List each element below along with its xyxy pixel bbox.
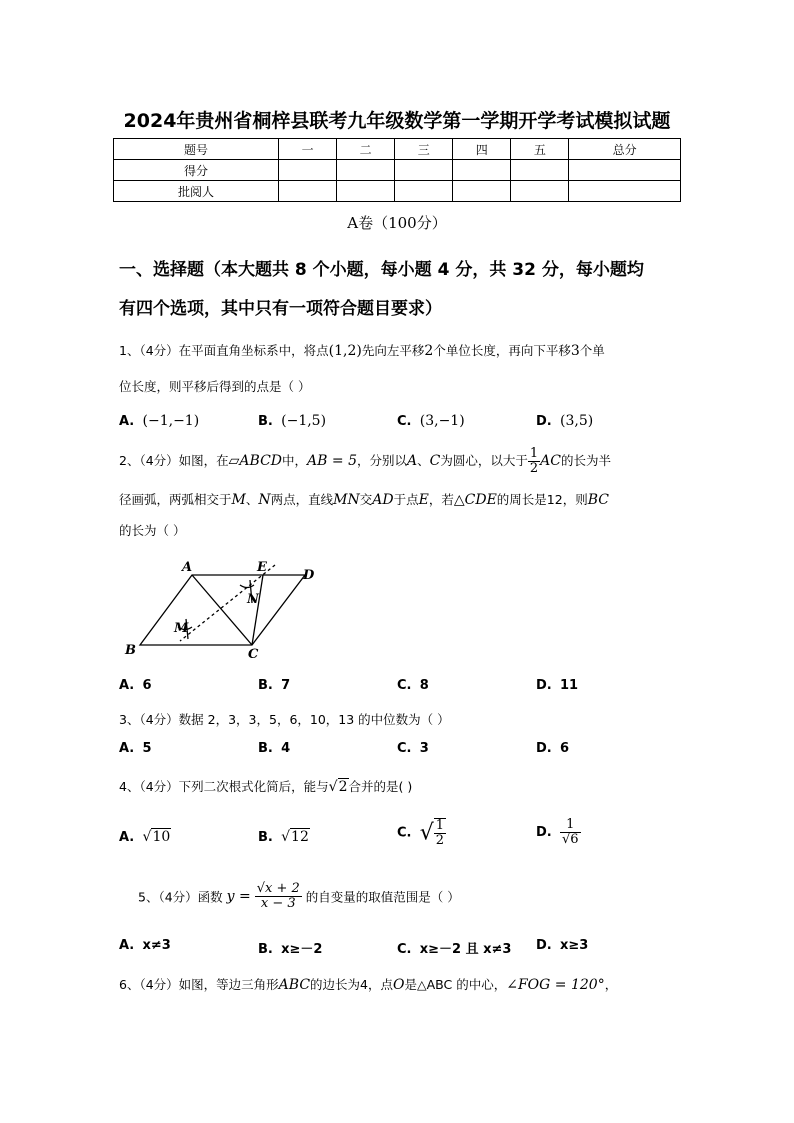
option-label: C. (397, 942, 412, 957)
arc-n (240, 585, 254, 588)
q2-math: M (231, 492, 246, 508)
option-label: A. (119, 741, 135, 756)
radicand: 2 (338, 779, 348, 795)
label-m: M (174, 621, 189, 636)
q5-y: y = (226, 888, 251, 905)
q6-math: O (393, 977, 405, 993)
option-label: A. (119, 414, 135, 429)
option-text: x≥3 (560, 938, 589, 953)
option-text: 6 (560, 741, 570, 756)
q2-text: 交 (359, 492, 373, 507)
option-label: B. (258, 830, 273, 845)
table-cell: 得分 (114, 160, 279, 181)
table-cell (569, 181, 681, 202)
q1-prefix: 1、（4分）在平面直角坐标系中，将点 (119, 343, 329, 358)
q2-math: ▱ABCD (228, 453, 283, 469)
score-table-row (114, 181, 681, 202)
q2-text: 为圆心，以大于 (440, 453, 528, 468)
q5-text: 5、（4分）函数 (138, 889, 223, 905)
q4-text: 4、（4分）下列二次根式化简后，能与 (119, 779, 329, 794)
option-label: D. (536, 678, 552, 693)
q2-text: 的长为半 (560, 453, 611, 468)
table-cell: 批阅人 (114, 181, 279, 202)
option-label: D. (536, 825, 552, 840)
option-text: 3 (419, 741, 429, 756)
q4-option-c[interactable] (397, 818, 446, 848)
q3-option-a[interactable] (119, 741, 152, 756)
q2-math: AB = 5 (307, 453, 357, 469)
half-fraction (434, 818, 446, 848)
score-table (113, 138, 681, 202)
option-text: 5 (142, 741, 152, 756)
label-n: N (247, 592, 259, 607)
radicand: 10 (152, 829, 171, 845)
option-text: (−1,5) (281, 413, 327, 429)
question-2-line1 (119, 447, 611, 476)
line-mn (180, 565, 275, 641)
table-cell: 三 (395, 139, 453, 160)
q1-middle: 先向左平移 (361, 343, 425, 358)
table-cell (395, 160, 453, 181)
table-cell (511, 181, 569, 202)
q1-n1: 2 (424, 343, 434, 359)
sqrt-12: √12 (281, 829, 309, 845)
q1-point: (1,2) (328, 343, 362, 359)
q2-math: A (407, 453, 418, 469)
parallelogram-figure (120, 555, 320, 665)
q4-text: 合并的是( ) (348, 779, 413, 794)
diagonal-ac (192, 575, 252, 645)
radicand: 12 (291, 829, 309, 845)
option-label: C. (397, 825, 412, 841)
q2-math: BC (587, 492, 609, 508)
option-label: C. (397, 414, 412, 429)
option-label: D. (536, 741, 552, 756)
option-label: A. (119, 678, 135, 693)
table-cell (395, 181, 453, 202)
q6-text: 是△ABC 的中心， (404, 977, 507, 992)
part-heading-line1: 一、选择题（本大题共 8 个小题，每小题 4 分，共 32 分，每小题均 (119, 260, 644, 280)
option-label: B. (258, 678, 273, 693)
section-title: A卷（100分） (347, 214, 447, 232)
q1-option-c[interactable] (397, 413, 465, 429)
label-b: B (125, 643, 136, 658)
fraction-denominator: x − 3 (260, 896, 296, 911)
q5-option-d[interactable] (536, 938, 588, 953)
option-label: B. (258, 414, 273, 429)
option-text: 4 (281, 741, 291, 756)
q3-option-d[interactable] (536, 741, 569, 756)
option-label: C. (397, 678, 412, 693)
table-cell (569, 160, 681, 181)
table-cell: 一 (279, 139, 337, 160)
option-text: 6 (142, 678, 152, 693)
sqrt-half: √ (419, 820, 434, 846)
q6-text: 6、（4分）如图，等边三角形 (119, 977, 279, 992)
q3-option-b[interactable] (258, 741, 290, 756)
fraction-numerator: 1 (560, 818, 581, 833)
q5-option-c[interactable] (397, 938, 511, 957)
label-a: A (182, 560, 193, 575)
label-c: C (248, 647, 259, 662)
question-1-line2: 位长度，则平移后得到的点是（ ） (119, 379, 311, 394)
q2-math: MN (333, 492, 360, 508)
score-table-header (114, 139, 681, 160)
q2-math: N (258, 492, 271, 508)
label-e: E (257, 560, 267, 575)
table-cell: 四 (453, 139, 511, 160)
question-2-line2 (119, 490, 609, 508)
option-text: (−1,−1) (142, 413, 200, 429)
one-over-sqrt6 (560, 818, 581, 847)
option-text: x≥－2 (281, 942, 323, 957)
q3-option-c[interactable] (397, 741, 429, 756)
sqrt-2: √2 (328, 779, 348, 795)
q2-math: E (418, 492, 429, 508)
q2-option-c[interactable] (397, 678, 429, 693)
q2-option-b[interactable] (258, 678, 290, 693)
table-cell (511, 160, 569, 181)
q1-option-b[interactable] (258, 413, 326, 429)
q2-option-a[interactable] (119, 678, 152, 693)
q6-math: ∠FOG = 120° (506, 977, 605, 993)
option-text: 8 (419, 678, 429, 693)
q2-text: 两点，直线 (270, 492, 334, 507)
q5-option-b[interactable] (258, 938, 322, 957)
q2-math: AD (372, 492, 394, 508)
option-text: x≥－2 且 x≠3 (419, 942, 512, 957)
question-6 (119, 975, 617, 993)
question-3: 3、（4分）数据 2，3，3，5，6，10，13 的中位数为（ ） (119, 712, 450, 727)
q5-option-a[interactable] (119, 938, 171, 953)
option-text: (3,−1) (419, 413, 465, 429)
q2-text: 、 (245, 492, 259, 507)
option-text: 7 (281, 678, 291, 693)
q2-text: ，若 (428, 492, 454, 507)
option-label: B. (258, 942, 273, 957)
table-cell (279, 160, 337, 181)
exam-title: 2024年贵州省桐梓县联考九年级数学第一学期开学考试模拟试题 (123, 110, 671, 132)
label-d: D (303, 568, 315, 583)
table-cell (453, 181, 511, 202)
q1-option-a[interactable] (119, 413, 199, 429)
q2-option-d[interactable] (536, 678, 578, 693)
q1-after2: 个单 (579, 343, 605, 358)
q2-text: 于点 (393, 492, 419, 507)
option-label: A. (119, 938, 135, 953)
q2-text: ，分别以 (356, 453, 407, 468)
q5-fraction (255, 882, 302, 911)
question-4 (119, 777, 412, 795)
fraction-numerator: 1 (435, 818, 445, 833)
option-label: A. (119, 830, 135, 845)
table-cell: 二 (337, 139, 395, 160)
q6-text: 的边长为4，点 (310, 977, 394, 992)
radicand: x + 2 (265, 881, 300, 896)
option-text: (3,5) (560, 413, 594, 429)
radicand: 6 (570, 832, 579, 847)
q5-text: 的自变量的取值范围是（ ） (305, 889, 460, 905)
option-label: B. (258, 741, 273, 756)
option-label: C. (397, 741, 412, 756)
q4-option-a[interactable] (119, 829, 171, 845)
q6-text: ， (604, 977, 618, 992)
q2-text: 、 (417, 453, 430, 468)
table-cell (279, 181, 337, 202)
q1-option-d[interactable] (536, 413, 593, 429)
table-cell (337, 160, 395, 181)
q2-text: 中， (282, 453, 308, 468)
table-cell: 总分 (569, 139, 681, 160)
q2-math: △CDE (453, 492, 497, 508)
question-5 (138, 882, 460, 911)
fraction-numerator: √x + 2 (256, 881, 300, 896)
table-cell (453, 160, 511, 181)
q2-fraction (528, 447, 540, 476)
table-cell (337, 181, 395, 202)
q2-text: 径画弧，两弧相交于 (119, 492, 232, 507)
table-cell: 五 (511, 139, 569, 160)
q1-n2: 3 (570, 343, 580, 359)
question-2-line3: 的长为（ ） (119, 523, 186, 538)
sqrt-10: √10 (142, 829, 171, 845)
q6-math: ABC (278, 977, 311, 993)
fraction-denominator: √6 (562, 832, 579, 847)
part-heading-line2: 有四个选项，其中只有一项符合题目要求） (119, 299, 442, 319)
fraction-denominator: 2 (529, 461, 539, 476)
q2-text: 2、（4分）如图，在 (119, 453, 229, 468)
q2-math: C (429, 453, 441, 469)
q2-math: AC (540, 453, 561, 469)
option-text: 11 (560, 678, 579, 693)
fraction-denominator: 2 (435, 833, 445, 848)
question-1-line1 (119, 341, 605, 359)
q2-text: 的周长是12，则 (496, 492, 588, 507)
score-table-row (114, 160, 681, 181)
fraction-numerator: 1 (529, 446, 539, 461)
option-text: x≠3 (142, 938, 171, 953)
table-cell: 题号 (114, 139, 279, 160)
option-label: D. (536, 938, 552, 953)
q1-after1: 个单位长度，再向下平移 (433, 343, 571, 358)
q4-option-d[interactable] (536, 818, 581, 847)
q4-option-b[interactable] (258, 829, 310, 845)
option-label: D. (536, 414, 552, 429)
